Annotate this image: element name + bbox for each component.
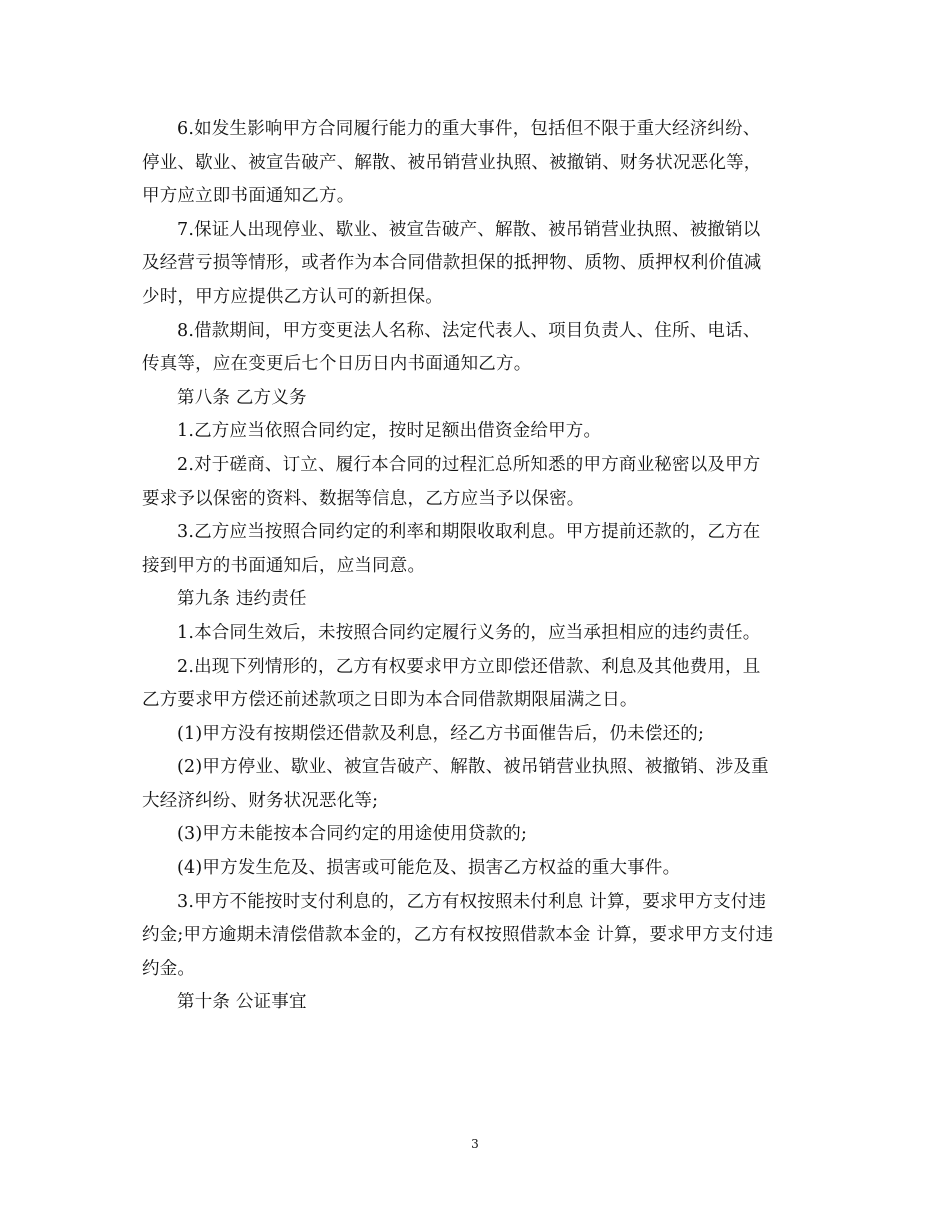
clause-paragraph — [142, 516, 812, 583]
text-line: 第十条 公证事宜 — [177, 992, 307, 1013]
article-heading — [142, 382, 812, 416]
text-line: 第九条 违约责任 — [177, 589, 307, 610]
text-line: 接到甲方的书面通知后，应当同意。 — [142, 555, 426, 576]
text-line: 1.本合同生效后，未按照合同约定履行义务的，应当承担相应的违约责任。 — [177, 622, 761, 643]
text-line: 2.出现下列情形的，乙方有权要求甲方立即偿还借款、利息及其他费用，且 — [177, 656, 761, 677]
clause-paragraph — [142, 415, 812, 449]
text-line: (2)甲方停业、歇业、被宣告破产、解散、被吊销营业执照、被撤销、涉及重 — [177, 757, 769, 778]
text-line: 传真等，应在变更后七个日历日内书面通知乙方。 — [142, 354, 532, 375]
text-line: 要求予以保密的资料、数据等信息，乙方应当予以保密。 — [142, 488, 585, 509]
text-line: 1.乙方应当依照合同约定，按时足额出借资金给甲方。 — [177, 421, 602, 442]
text-line: 少时，甲方应提供乙方认可的新担保。 — [142, 286, 443, 307]
clause-paragraph — [142, 886, 812, 987]
clause-paragraph — [142, 315, 812, 382]
text-line: 3.乙方应当按照合同约定的利率和期限收取利息。甲方提前还款的，乙方在 — [177, 522, 761, 543]
text-line: (3)甲方未能按本合同约定的用途使用贷款的; — [177, 824, 528, 845]
page-number: 3 — [471, 1137, 479, 1151]
text-line: 6.如发生影响甲方合同履行能力的重大事件，包括但不限于重大经济纠纷、 — [177, 119, 761, 139]
text-line: 第八条 乙方义务 — [177, 387, 307, 408]
article-heading — [142, 986, 812, 1020]
clause-paragraph — [142, 214, 812, 315]
text-line: (4)甲方发生危及、损害或可能危及、损害乙方权益的重大事件。 — [177, 858, 681, 879]
text-line: 3.甲方不能按时支付利息的，乙方有权按照未付利息 计算，要求甲方支付违 — [177, 891, 767, 912]
text-line: 8.借款期间，甲方变更法人名称、法定代表人、项目负责人、住所、电话、 — [177, 320, 761, 341]
clause-paragraph — [142, 113, 812, 214]
text-line: 约金;甲方逾期未清偿借款本金的，乙方有权按照借款本金 计算，要求甲方支付违 — [142, 925, 774, 946]
article-heading — [142, 583, 812, 617]
clause-paragraph — [142, 617, 812, 651]
text-line: 大经济纠纷、财务状况恶化等; — [142, 790, 379, 811]
text-line: 2.对于磋商、订立、履行本合同的过程汇总所知悉的甲方商业秘密以及甲方 — [177, 454, 761, 475]
sub-clause-paragraph — [142, 751, 812, 818]
text-line: 甲方应立即书面通知乙方。 — [142, 186, 355, 207]
text-line: 停业、歇业、被宣告破产、解散、被吊销营业执照、被撤销、财务状况恶化等， — [142, 152, 762, 173]
document-body — [142, 113, 812, 1020]
text-line: (1)甲方没有按期偿还借款及利息，经乙方书面催告后，仍未偿还的; — [177, 723, 705, 744]
text-line: 7.保证人出现停业、歇业、被宣告破产、解散、被吊销营业执照、被撤销以 — [177, 219, 761, 240]
sub-clause-paragraph — [142, 818, 812, 852]
sub-clause-paragraph — [142, 852, 812, 886]
clause-paragraph — [142, 449, 812, 516]
text-line: 乙方要求甲方偿还前述款项之日即为本合同借款期限届满之日。 — [142, 690, 638, 711]
sub-clause-paragraph — [142, 718, 812, 752]
text-line: 及经营亏损等情形，或者作为本合同借款担保的抵押物、质物、质押权利价值减 — [142, 253, 762, 274]
text-line: 约金。 — [142, 958, 196, 979]
clause-paragraph — [142, 651, 812, 718]
